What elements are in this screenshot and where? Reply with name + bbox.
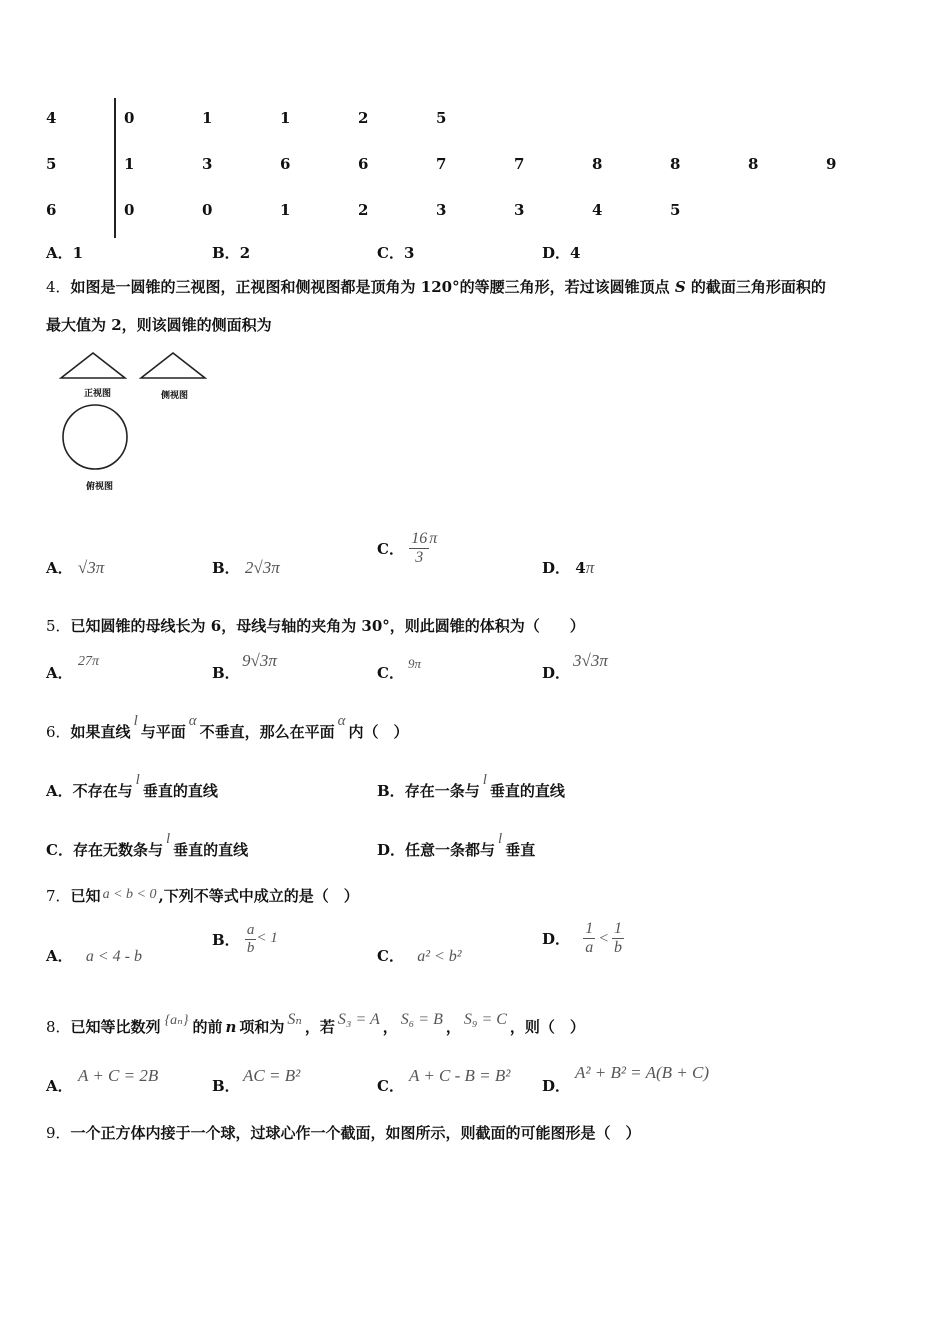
q8-option-c[interactable]: C． [377, 1077, 404, 1095]
q4-line2: 最大值为 2，则该圆锥的侧面积为 [46, 316, 272, 334]
stem-5: 5 [46, 155, 57, 173]
q8-option-c-math: A + C - B = B² [409, 1066, 511, 1085]
leaf: 6 [280, 155, 291, 173]
q5-option-c-math: 9π [408, 656, 422, 671]
q7-option-a[interactable]: A． a < 4 - b [46, 947, 142, 965]
question-9: 9．一个正方体内接于一个球，过球心作一个截面，如图所示，则截面的可能图形是（ ） [46, 1124, 641, 1142]
q5-option-a[interactable]: A． [46, 664, 73, 682]
leaf: 0 [124, 109, 135, 127]
side-view-caption: 侧视图 [161, 391, 189, 401]
leaf: 7 [514, 155, 525, 173]
q5-option-d-math: 3√3π [573, 651, 608, 670]
q6-text: 6．如果直线l与平面α不垂直，那么在平面α内（ ） [46, 713, 409, 741]
q7-option-d[interactable]: D． $\frac{1}{a}$ < $\frac{1}{b}$ [542, 920, 623, 956]
front-view-caption: 正视图 [84, 389, 112, 399]
three-view-figure [55, 345, 215, 495]
leaf: 2 [358, 109, 369, 127]
q6-option-a[interactable]: A．不存在与l垂直的直线 [46, 772, 218, 800]
q8-option-a[interactable]: A． [46, 1077, 73, 1095]
top-view-circle [63, 405, 127, 469]
side-view-triangle [141, 353, 205, 378]
leaf: 8 [748, 155, 759, 173]
leaf: 5 [436, 109, 447, 127]
leaf: 0 [202, 201, 213, 219]
leaf: 9 [826, 155, 837, 173]
q7-text: 7．已知 a < b < 0 ,下列不等式中成立的是（ ） [46, 887, 359, 905]
leaf: 0 [124, 201, 135, 219]
var-s: S [674, 278, 686, 296]
q4-option-a[interactable]: A． √3π [46, 558, 105, 577]
leaf: 7 [436, 155, 447, 173]
q8-option-d-math: A² + B² = A(B + C) [575, 1063, 709, 1082]
stem-4: 4 [46, 109, 57, 127]
q6-option-d[interactable]: D．任意一条都与l垂直 [377, 831, 536, 859]
q3-option-c[interactable]: C．3 [377, 244, 415, 262]
leaf: 6 [358, 155, 369, 173]
leaf: 1 [124, 155, 135, 173]
q5-option-b-math: 9√3π [242, 651, 277, 670]
leaf: 1 [280, 201, 291, 219]
leaf: 8 [670, 155, 681, 173]
q5-option-d[interactable]: D． [542, 664, 571, 682]
q5-text: 5．已知圆锥的母线长为 6，母线与轴的夹角为 30°，则此圆锥的体积为（ ） [46, 617, 585, 635]
q4-option-d[interactable]: D． 4π [542, 558, 595, 577]
front-view-triangle [61, 353, 125, 378]
q3-option-d[interactable]: D．4 [542, 244, 581, 262]
leaf: 3 [514, 201, 525, 219]
q5-option-a-math: 27π [78, 654, 100, 669]
q8-option-b[interactable]: B． [212, 1077, 240, 1095]
q8-option-b-math: AC = B² [243, 1066, 301, 1085]
q5-option-b[interactable]: B． [212, 664, 240, 682]
q6-option-c[interactable]: C．存在无数条与l垂直的直线 [46, 831, 249, 859]
leaf: 2 [358, 201, 369, 219]
q8-option-a-math: A + C = 2B [78, 1066, 159, 1085]
q6-option-b[interactable]: B．存在一条与l垂直的直线 [377, 772, 565, 800]
q4-line1: 4．如图是一圆锥的三视图，正视图和侧视图都是顶角为 120°的等腰三角形，若过该圆锥顶点 S 的截面三角形面积的 [46, 278, 826, 296]
leaf: 1 [202, 109, 213, 127]
q8-text: 8．已知等比数列 {aₙ} 的前 n 项和为 Sₙ ，若 S₃ = A ， S₆ = B ， S₉ = C ，则（ ） [46, 1011, 585, 1036]
q7-option-b[interactable]: B． $\frac{a}{b}$ < 1 [212, 922, 278, 956]
leaf: 5 [670, 201, 681, 219]
leaf: 3 [202, 155, 213, 173]
q5-option-c[interactable]: C． [377, 664, 404, 682]
top-view-caption: 俯视图 [86, 482, 114, 492]
q3-option-b[interactable]: B．2 [212, 244, 251, 262]
q4-number: 4． [46, 278, 71, 296]
q8-option-d[interactable]: D． [542, 1077, 571, 1095]
leaf: 4 [592, 201, 603, 219]
q4-option-c[interactable]: C． $\frac{16}{3}$ π [377, 530, 438, 566]
stem-6: 6 [46, 201, 57, 219]
q4-option-b[interactable]: B． 2√3π [212, 558, 280, 577]
q3-option-a[interactable]: A．1 [46, 244, 84, 262]
leaf: 8 [592, 155, 603, 173]
q7-option-c[interactable]: C． a² < b² [377, 947, 462, 965]
leaf: 3 [436, 201, 447, 219]
leaf: 1 [280, 109, 291, 127]
stem-divider [114, 98, 116, 238]
